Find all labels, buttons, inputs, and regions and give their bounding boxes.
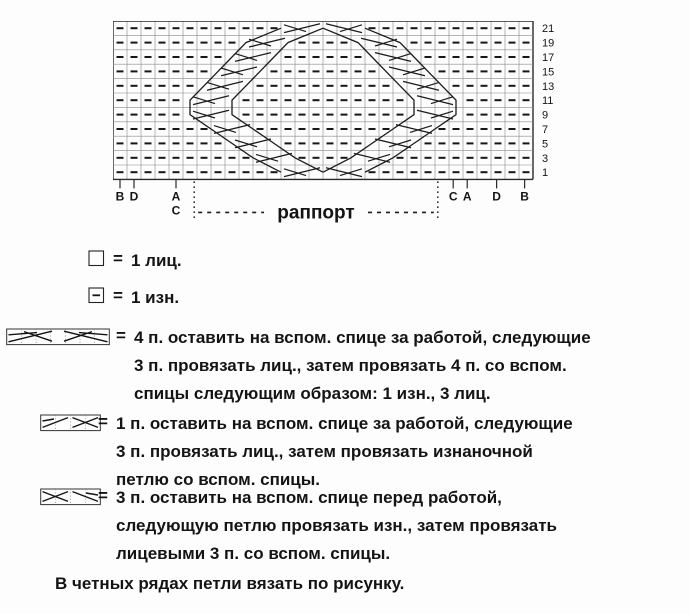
svg-text:D: D <box>129 189 139 204</box>
legend-text-knit <box>131 247 182 275</box>
legend-line: 1 п. оставить на вспом. спице за работой, следующие <box>116 414 573 433</box>
equals-sign: = <box>116 326 126 345</box>
svg-text:13: 13 <box>542 80 555 93</box>
legend-line: 1 изн. <box>131 288 180 307</box>
legend-line: 1 лиц. <box>131 251 182 270</box>
cable-chart-svg <box>113 21 573 233</box>
legend-line: 4 п. оставить на вспом. спице за работой, следующие <box>134 328 591 347</box>
svg-text:15: 15 <box>542 66 555 79</box>
row-numbers <box>542 23 554 179</box>
legend-text-cable4-front <box>116 484 557 568</box>
legend-text-cable7 <box>134 324 591 408</box>
legend-line: следующую петлю провязать изн., затем провязать <box>116 516 558 535</box>
equals-sign: = <box>113 249 123 268</box>
rapport-bracket <box>194 181 438 223</box>
legend-line: 3 п. оставить на вспом. спице перед работой, <box>116 488 502 507</box>
even-rows-note: В четных рядах петли вязать по рисунку. <box>55 574 405 593</box>
cable-4st-back-icon <box>40 414 101 432</box>
equals-sign: = <box>113 286 123 305</box>
svg-text:C: C <box>171 203 181 218</box>
cable-7st-icon <box>6 328 110 346</box>
svg-text:A: A <box>462 189 472 204</box>
legend-line: 3 п. провязать лиц., затем провязать изнаночной <box>116 442 533 461</box>
legend-text-cable4-back <box>116 410 573 494</box>
svg-text:19: 19 <box>542 37 555 50</box>
svg-text:C: C <box>448 189 458 204</box>
svg-text:21: 21 <box>542 23 555 36</box>
svg-text:11: 11 <box>542 95 554 108</box>
cable-4st-front-icon <box>40 488 101 506</box>
svg-text:9: 9 <box>542 109 549 122</box>
svg-text:17: 17 <box>542 52 555 64</box>
svg-text:B: B <box>115 189 125 204</box>
equals-sign: = <box>98 486 108 505</box>
legend-line: спицы следующим образом: 1 изн., 3 лиц. <box>134 384 491 403</box>
svg-text:7: 7 <box>542 124 549 136</box>
legend-text-purl <box>131 284 179 312</box>
legend-line: 3 п. провязать лиц., затем провязать 4 п. со вспом. <box>134 356 567 375</box>
svg-text:D: D <box>492 189 501 204</box>
legend-line: петлю со вспом. спицы. <box>116 470 320 489</box>
cable-chart <box>113 21 573 233</box>
svg-text:1: 1 <box>542 167 549 180</box>
equals-sign: = <box>98 412 108 431</box>
svg-text:5: 5 <box>542 138 549 151</box>
svg-text:B: B <box>520 189 529 204</box>
legend-line: лицевыми 3 п. со вспом. спицы. <box>116 544 391 563</box>
purl-cell-icon <box>88 287 105 304</box>
rapport-label: раппорт <box>277 202 355 224</box>
knit-cell-icon <box>88 250 105 267</box>
svg-text:A: A <box>171 189 181 204</box>
svg-text:3: 3 <box>542 152 549 165</box>
